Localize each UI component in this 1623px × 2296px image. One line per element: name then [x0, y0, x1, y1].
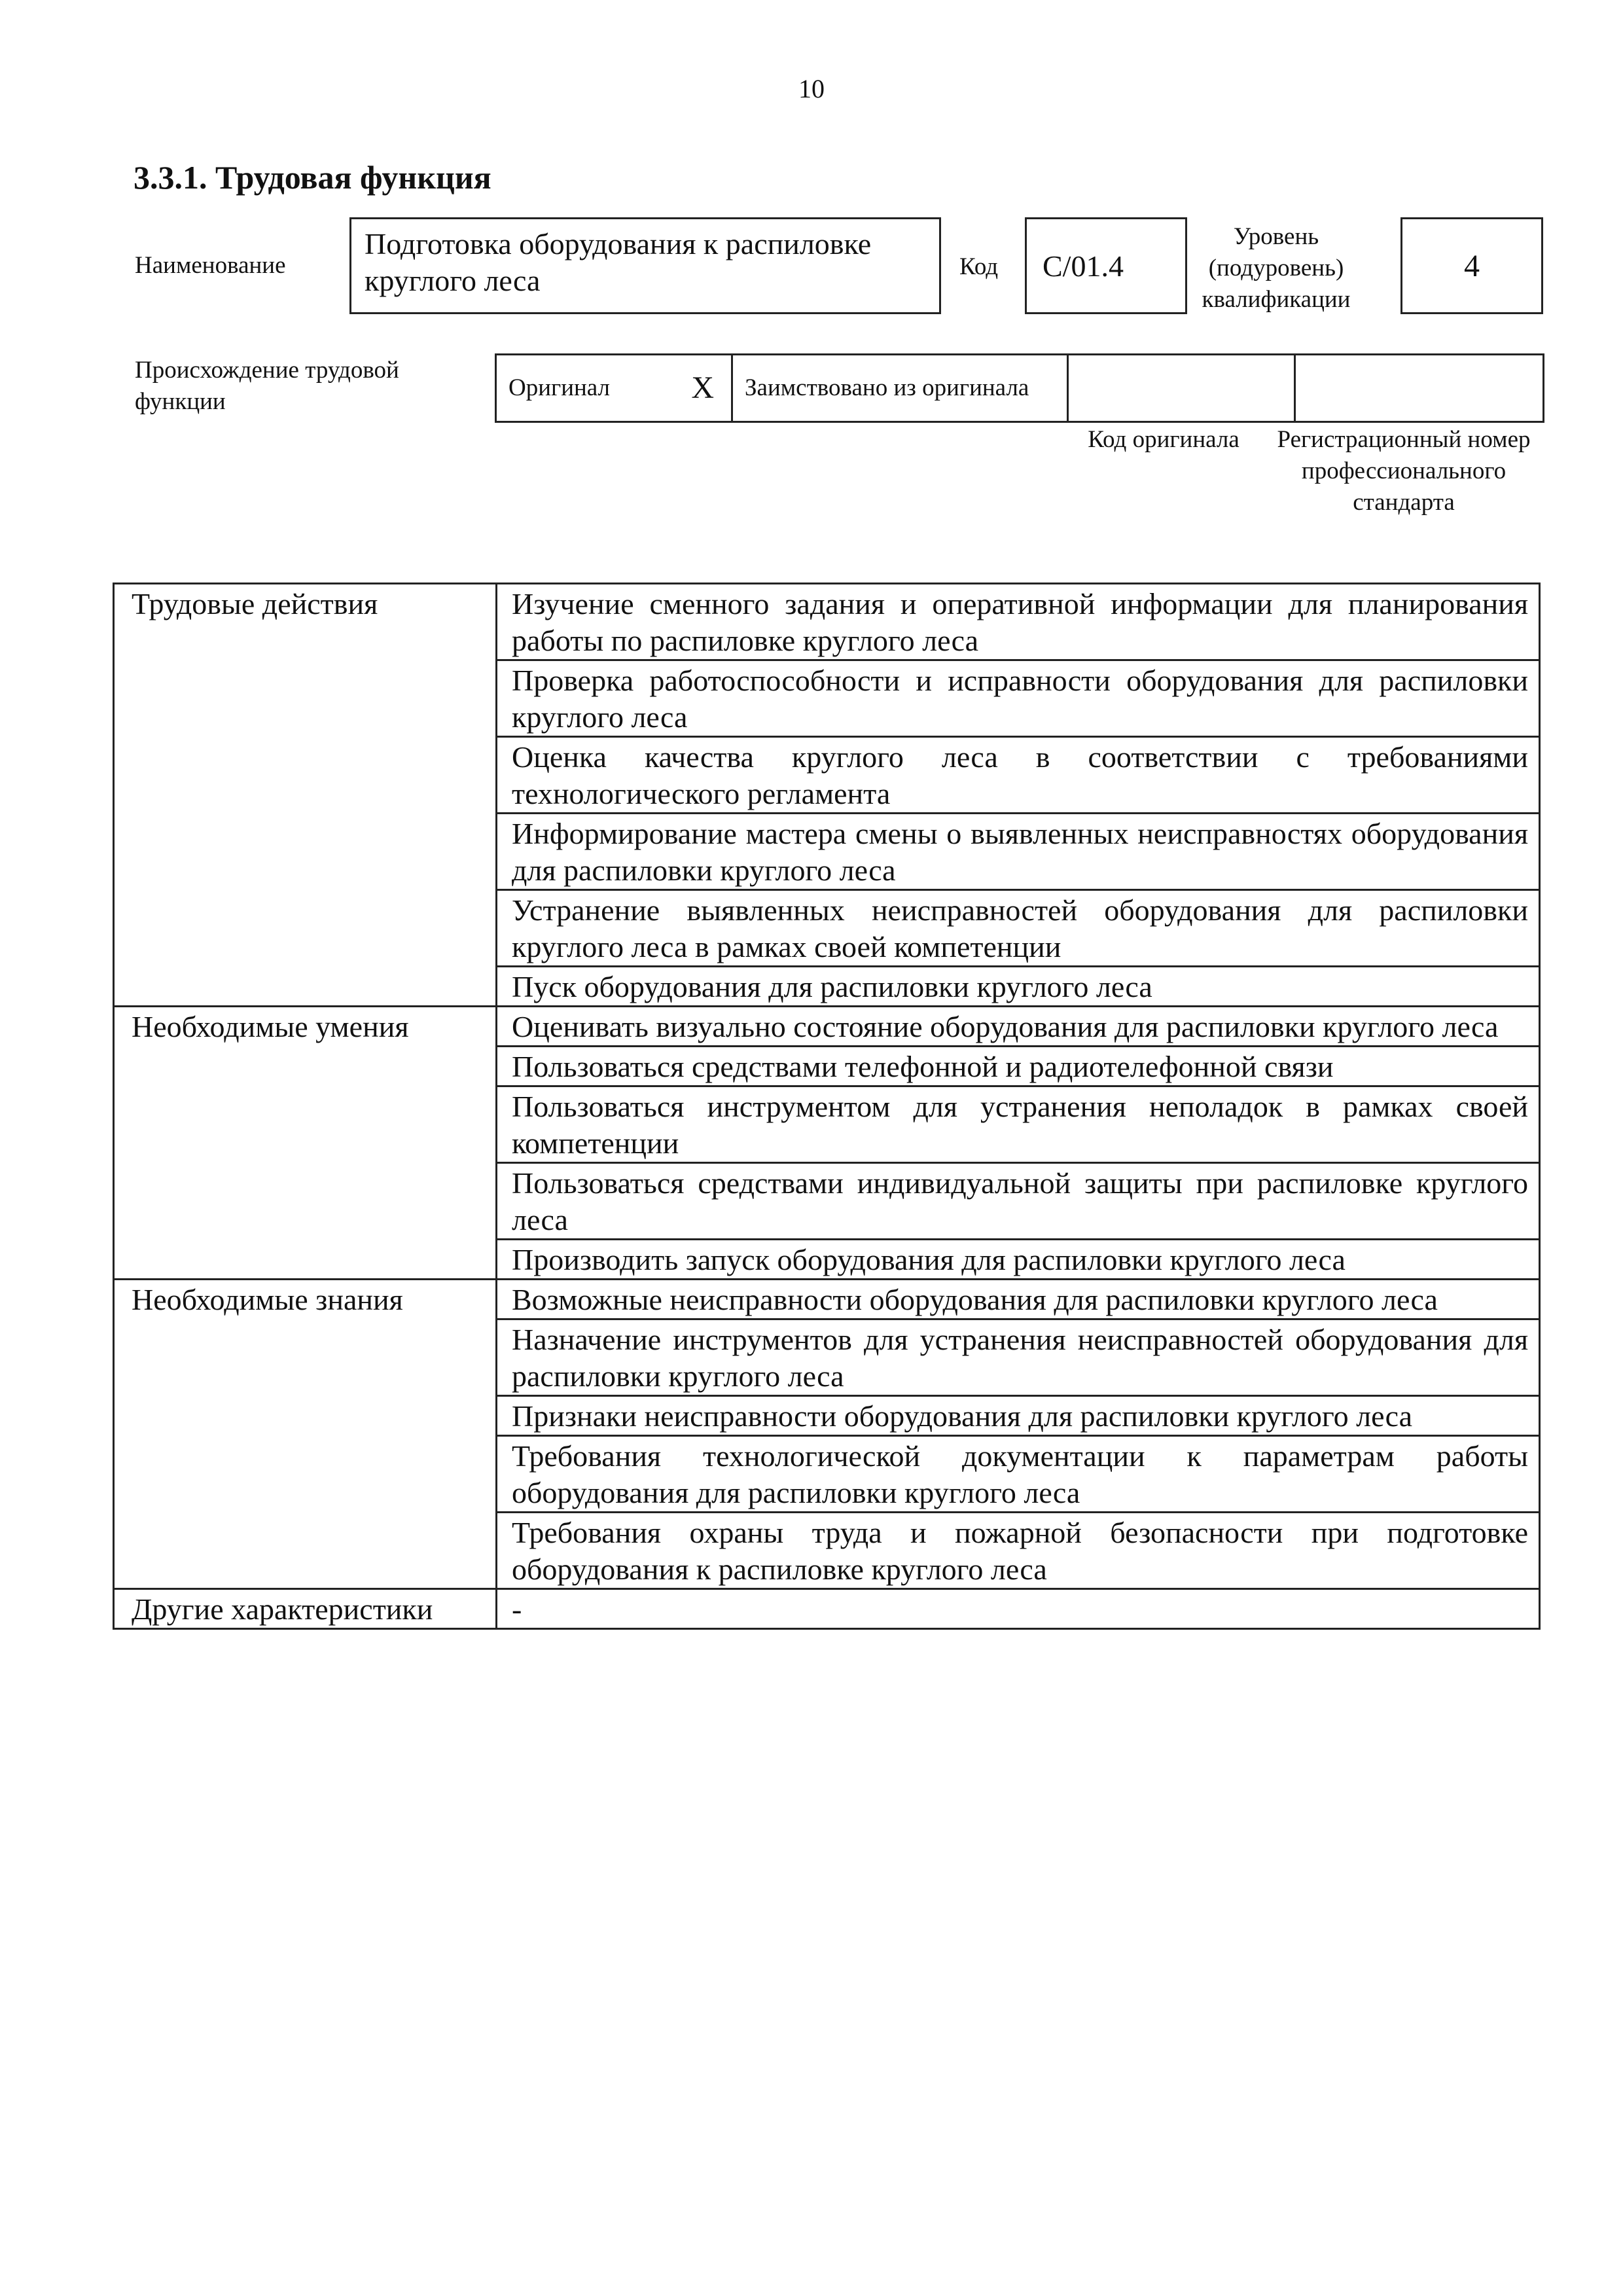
page-number: 10 — [798, 74, 825, 103]
code-label: Код — [959, 253, 999, 280]
other-title: Другие характеристики — [114, 1589, 497, 1629]
original-mark: X — [691, 370, 714, 405]
origin-label: Происхождение трудовой функции — [135, 357, 399, 415]
skill-item: Пользоваться средствами индивидуальной защиты при распиловке круглого леса — [497, 1163, 1540, 1240]
skill-item: Оценивать визуально состояние оборудования для распиловки круглого леса — [497, 1007, 1540, 1047]
name-label: Наименование — [135, 252, 286, 279]
reg-number-caption: Регистрационный номер профессионального стандарта — [1277, 426, 1531, 516]
table-row — [114, 1280, 1540, 1319]
action-item: Изучение сменного задания и оперативной информации для планирования работы по распиловке круглого леса — [497, 584, 1540, 660]
knowledge-item: Признаки неисправности оборудования для распиловки круглого леса — [497, 1396, 1540, 1436]
knowledge-title: Необходимые знания — [114, 1280, 497, 1589]
original-label: Оригинал — [508, 374, 611, 401]
knowledge-item: Возможные неисправности оборудования для распиловки круглого леса — [497, 1280, 1540, 1319]
knowledge-item: Требования технологической документации к параметрам работы оборудования для распиловки круглого леса — [497, 1436, 1540, 1513]
skill-item: Производить запуск оборудования для распиловки круглого леса — [497, 1240, 1540, 1280]
other-value: - — [497, 1589, 1540, 1629]
skill-item: Пользоваться инструментом для устранения неполадок в рамках своей компетенции — [497, 1086, 1540, 1163]
original-cell — [496, 355, 732, 422]
action-item: Оценка качества круглого леса в соответствии с требованиями технологического регламента — [497, 737, 1540, 814]
action-item: Проверка работоспособности и исправности оборудования для распиловки круглого леса — [497, 660, 1540, 737]
knowledge-item: Требования охраны труда и пожарной безопасности при подготовке оборудования к распиловке круглого леса — [497, 1513, 1540, 1589]
level-label: Уровень (подуровень) квалификации — [1202, 223, 1351, 313]
section-heading: 3.3.1. Трудовая функция — [134, 159, 491, 196]
function-table — [113, 583, 1541, 1630]
original-code-cell — [1068, 355, 1295, 422]
skills-title: Необходимые умения — [114, 1007, 497, 1280]
table-row — [114, 1007, 1540, 1047]
table-row — [114, 1589, 1540, 1629]
action-item: Устранение выявленных неисправностей оборудования для распиловки круглого леса в рамках своей компетенции — [497, 890, 1540, 967]
actions-title: Трудовые действия — [114, 584, 497, 1007]
original-code-caption: Код оригинала — [1088, 426, 1240, 453]
name-field: Подготовка оборудования к распиловке круглого леса — [349, 217, 941, 314]
knowledge-item: Назначение инструментов для устранения неисправностей оборудования для распиловки круглого леса — [497, 1319, 1540, 1396]
level-field: 4 — [1400, 217, 1543, 314]
borrowed-cell: Заимствовано из оригинала — [732, 355, 1068, 422]
table-row — [114, 584, 1540, 660]
code-field: C/01.4 — [1025, 217, 1187, 314]
origin-table — [495, 353, 1544, 423]
skill-item: Пользоваться средствами телефонной и радиотелефонной связи — [497, 1047, 1540, 1086]
action-item: Пуск оборудования для распиловки круглого леса — [497, 967, 1540, 1007]
action-item: Информирование мастера смены о выявленных неисправностях оборудования для распиловки круглого леса — [497, 814, 1540, 890]
reg-number-cell — [1295, 355, 1544, 422]
